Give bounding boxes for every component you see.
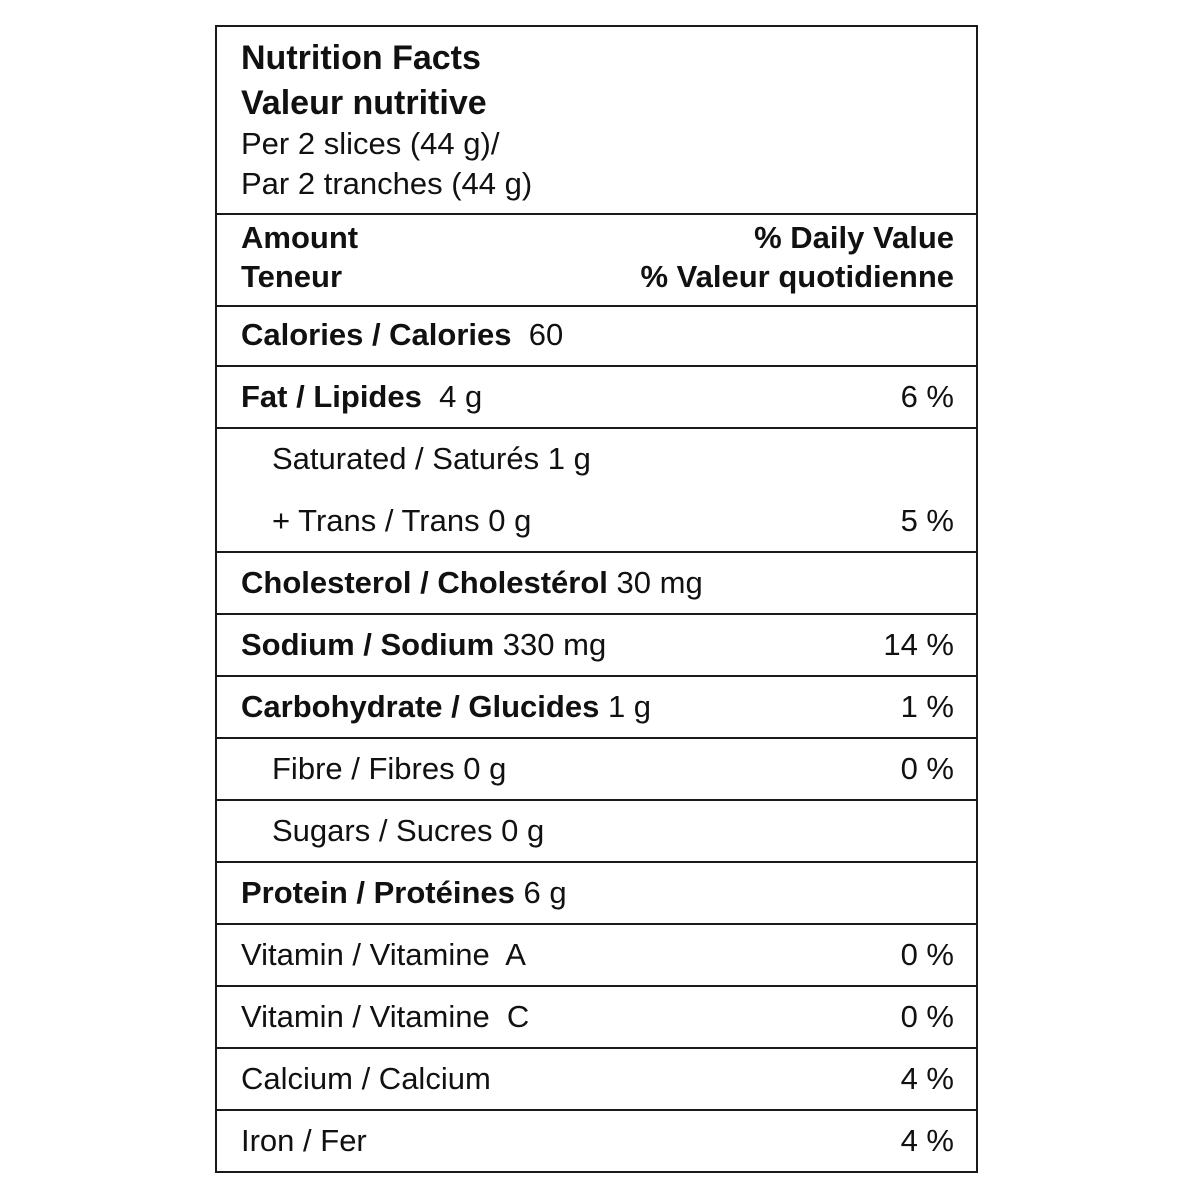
row-fat	[217, 367, 976, 429]
nutrient-name	[241, 565, 703, 601]
row-saturated-fat	[217, 429, 976, 491]
amount-heading-french: Teneur	[241, 259, 343, 294]
title-english: Nutrition Facts	[241, 39, 481, 77]
nutrient-label: Vitamin / Vitamine A	[241, 937, 526, 972]
daily-value-percent: 4 %	[900, 1061, 954, 1096]
nutrient-name	[272, 503, 531, 539]
nutrient-amount: 330 mg	[502, 627, 607, 662]
row-vitamin-a	[217, 925, 976, 987]
nutrient-amount: 30 mg	[616, 565, 703, 600]
nutrient-label: Fat / Lipides	[241, 379, 422, 414]
nutrient-label: Carbohydrate / Glucides	[241, 689, 600, 724]
row-iron	[217, 1111, 976, 1173]
column-header	[217, 213, 976, 307]
daily-value-percent: 0 %	[900, 751, 954, 786]
row-sodium	[217, 615, 976, 677]
serving-size-english: Per 2 slices (44 g)/	[241, 126, 500, 161]
serving-size-french: Par 2 tranches (44 g)	[241, 166, 533, 201]
daily-value-heading-english: % Daily Value	[754, 220, 954, 255]
nutrition-facts-table	[215, 25, 978, 1173]
row-fibre	[217, 739, 976, 801]
daily-value-heading-french: % Valeur quotidienne	[640, 259, 954, 294]
daily-value-percent: 1 %	[900, 689, 954, 724]
nutrient-label: Cholesterol / Cholestérol	[241, 565, 608, 600]
nutrient-amount: 60	[528, 317, 564, 352]
daily-value-percent: 0 %	[900, 999, 954, 1034]
nutrient-amount: 4 g	[439, 379, 483, 414]
nutrient-name	[241, 379, 482, 415]
nutrient-label: + Trans / Trans	[272, 503, 480, 538]
title-french: Valeur nutritive	[241, 84, 487, 122]
daily-value-percent: 14 %	[883, 627, 954, 662]
nutrient-name	[241, 875, 567, 911]
nutrient-label: Saturated / Saturés	[272, 441, 540, 476]
nutrient-amount: 1 g	[547, 441, 591, 476]
nutrient-label: Iron / Fer	[241, 1123, 367, 1158]
nutrient-label: Calcium / Calcium	[241, 1061, 491, 1096]
nutrient-name	[241, 627, 606, 663]
row-trans-fat	[217, 491, 976, 553]
nutrient-label: Sodium / Sodium	[241, 627, 495, 662]
nutrient-amount: 0 g	[501, 813, 545, 848]
nutrient-amount: 0 g	[463, 751, 507, 786]
amount-heading-english: Amount	[241, 220, 359, 255]
row-vitamin-c	[217, 987, 976, 1049]
nutrient-amount: 1 g	[607, 689, 652, 724]
nutrient-label: Calories / Calories	[241, 317, 512, 352]
nutrient-amount: 0 g	[488, 503, 532, 538]
nutrient-label: Protein / Protéines	[241, 875, 515, 910]
row-sugars	[217, 801, 976, 863]
row-carbohydrate	[217, 677, 976, 739]
row-protein	[217, 863, 976, 925]
nutrient-name	[272, 751, 506, 787]
row-cholesterol	[217, 553, 976, 615]
nutrient-amount: 6 g	[523, 875, 567, 910]
daily-value-percent: 4 %	[900, 1123, 954, 1158]
nutrient-name	[241, 689, 651, 725]
daily-value-percent: 5 %	[900, 503, 954, 538]
nutrient-label: Sugars / Sucres	[272, 813, 493, 848]
nutrient-label: Fibre / Fibres	[272, 751, 455, 786]
row-calories	[217, 305, 976, 367]
label-header	[217, 27, 976, 215]
row-calcium	[217, 1049, 976, 1111]
nutrient-name	[272, 441, 591, 477]
nutrient-label: Vitamin / Vitamine C	[241, 999, 530, 1034]
daily-value-percent: 6 %	[900, 379, 954, 414]
nutrient-name	[272, 813, 544, 849]
daily-value-percent: 0 %	[900, 937, 954, 972]
nutrient-name	[241, 317, 563, 353]
